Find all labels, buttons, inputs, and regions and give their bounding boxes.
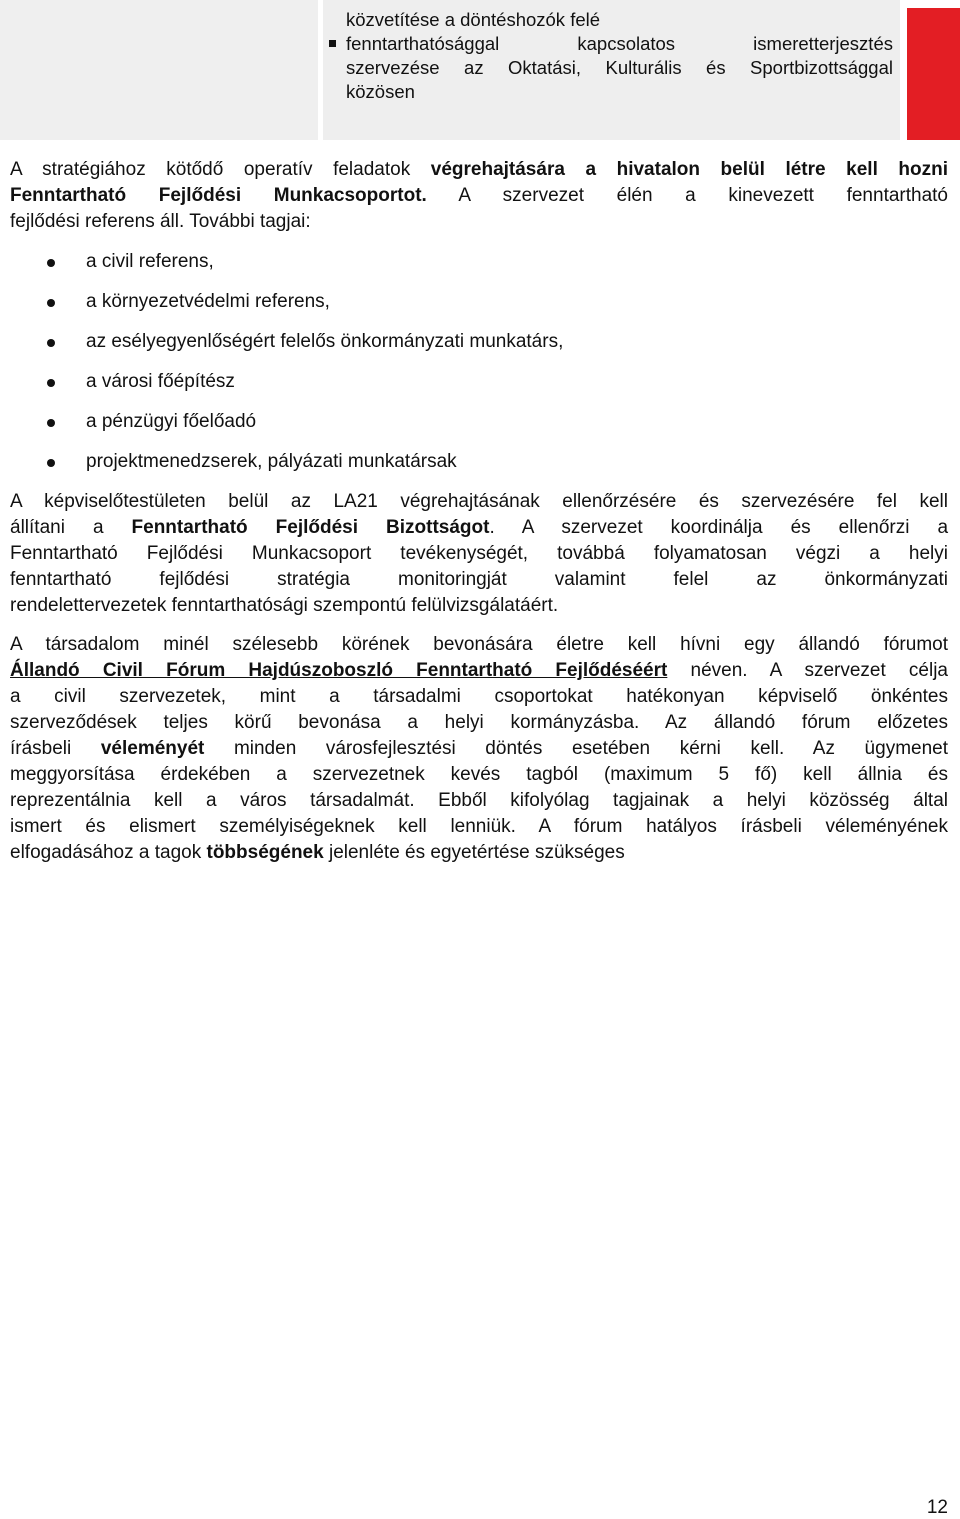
header-line-4: közösen [346,81,415,102]
paragraph-line [10,840,948,866]
list-item: a városi főépítész [86,371,235,392]
header-line-1: közvetítése a döntéshozók felé [346,9,601,30]
header-accent-block [907,8,960,140]
header-line-3: szervezése az Oktatási, Kulturális és Sportbizottsággal [346,57,893,78]
text-run: állítani a [10,517,132,538]
bullet-icon [47,379,55,387]
paragraph-line [10,183,948,209]
text-run: minden városfejlesztési döntés esetében kérni kell. Az ügymenet [204,738,948,759]
header-band-left [0,0,318,140]
paragraph-line: a civil szervezetek, mint a társadalmi csoportokat hatékonyan képviselő önkéntes [10,686,948,707]
paragraph-working-group [10,157,948,235]
paragraph-line [10,658,948,684]
paragraph-line: meggyorsítása érdekében a szervezetnek kevés tagból (maximum 5 fő) kell állnia és [10,764,948,785]
paragraph-line: szerveződések teljes körű bevonása a helyi kormányzásba. Az állandó fórum előzetes [10,712,948,733]
bullet-icon [47,299,55,307]
header-line-2: fenntarthatósággal kapcsolatos ismeretterjesztés [346,33,893,54]
list-item: a pénzügyi főelőadó [86,411,257,432]
text-run: néven. A szervezet célja [667,660,948,681]
paragraph-committee [10,489,948,619]
paragraph-line: A képviselőtestületen belül az LA21 végrehajtásának ellenőrzésére és szervezésére fel kell [10,491,948,512]
text-run: A szervezet élén a kinevezett fenntartható [426,185,948,206]
list-item: projektmenedzserek, pályázati munkatársak [86,451,457,472]
bold-text-run: Fenntartható Fejlődési Bizottságot [131,517,490,538]
text-run: . A szervezet koordinálja és ellenőrzi a [489,517,949,538]
paragraph-line: Fenntartható Fejlődési Munkacsoport tevékenységét, továbbá folyamatosan végzi a helyi [10,543,948,564]
text-run: A stratégiához kötődő operatív feladatok [10,159,431,180]
paragraph-line [10,515,948,541]
square-bullet-icon [329,40,336,47]
bullet-icon [47,259,55,267]
paragraph-line: A társadalom minél szélesebb körének bevonására életre kell hívni egy állandó fórumot [10,634,948,655]
page-number: 12 [926,1497,948,1518]
paragraph-civil-forum [10,632,948,866]
paragraph-line [10,736,948,762]
list-item: a civil referens, [86,251,214,272]
paragraph-line: ismert és elismert személyiségeknek kell lenniük. A fórum hatályos írásbeli véleményének [10,816,948,837]
bullet-icon [47,459,55,467]
list-item: a környezetvédelmi referens, [86,291,330,312]
paragraph-line: fenntartható fejlődési stratégia monitoringját valamint felel az önkormányzati [10,569,948,590]
bold-text-run: többségének [206,842,324,863]
list-item: az esélyegyenlőségért felelős önkormányzati munkatárs, [86,331,564,352]
bullet-icon [47,339,55,347]
bold-text-run: véleményét [100,738,205,759]
bold-text-run: Állandó Civil Fórum Hajdúszoboszló Fenntartható Fejlődéséért [10,660,668,681]
paragraph-line: reprezentálnia kell a város társadalmát. Ebből kifolyólag tagjainak a helyi közösség által [10,790,948,811]
bold-text-run: Fenntartható Fejlődési Munkacsoportot. [10,185,427,206]
text-run: írásbeli [10,738,101,759]
paragraph-line: fejlődési referens áll. További tagjai: [10,211,311,232]
paragraph-line: rendelettervezetek fenntarthatósági szempontú felülvizsgálatáért. [10,595,559,616]
bold-text-run: végrehajtására a hivatalon belül létre kell hozni [430,159,949,180]
header-text-box [346,8,893,104]
header-bullet-item [346,32,893,56]
bullet-icon [47,419,55,427]
text-run: elfogadásához a tagok [10,842,207,863]
text-run: jelenléte és egyetértése szükséges [323,842,625,863]
paragraph-line [10,157,948,183]
